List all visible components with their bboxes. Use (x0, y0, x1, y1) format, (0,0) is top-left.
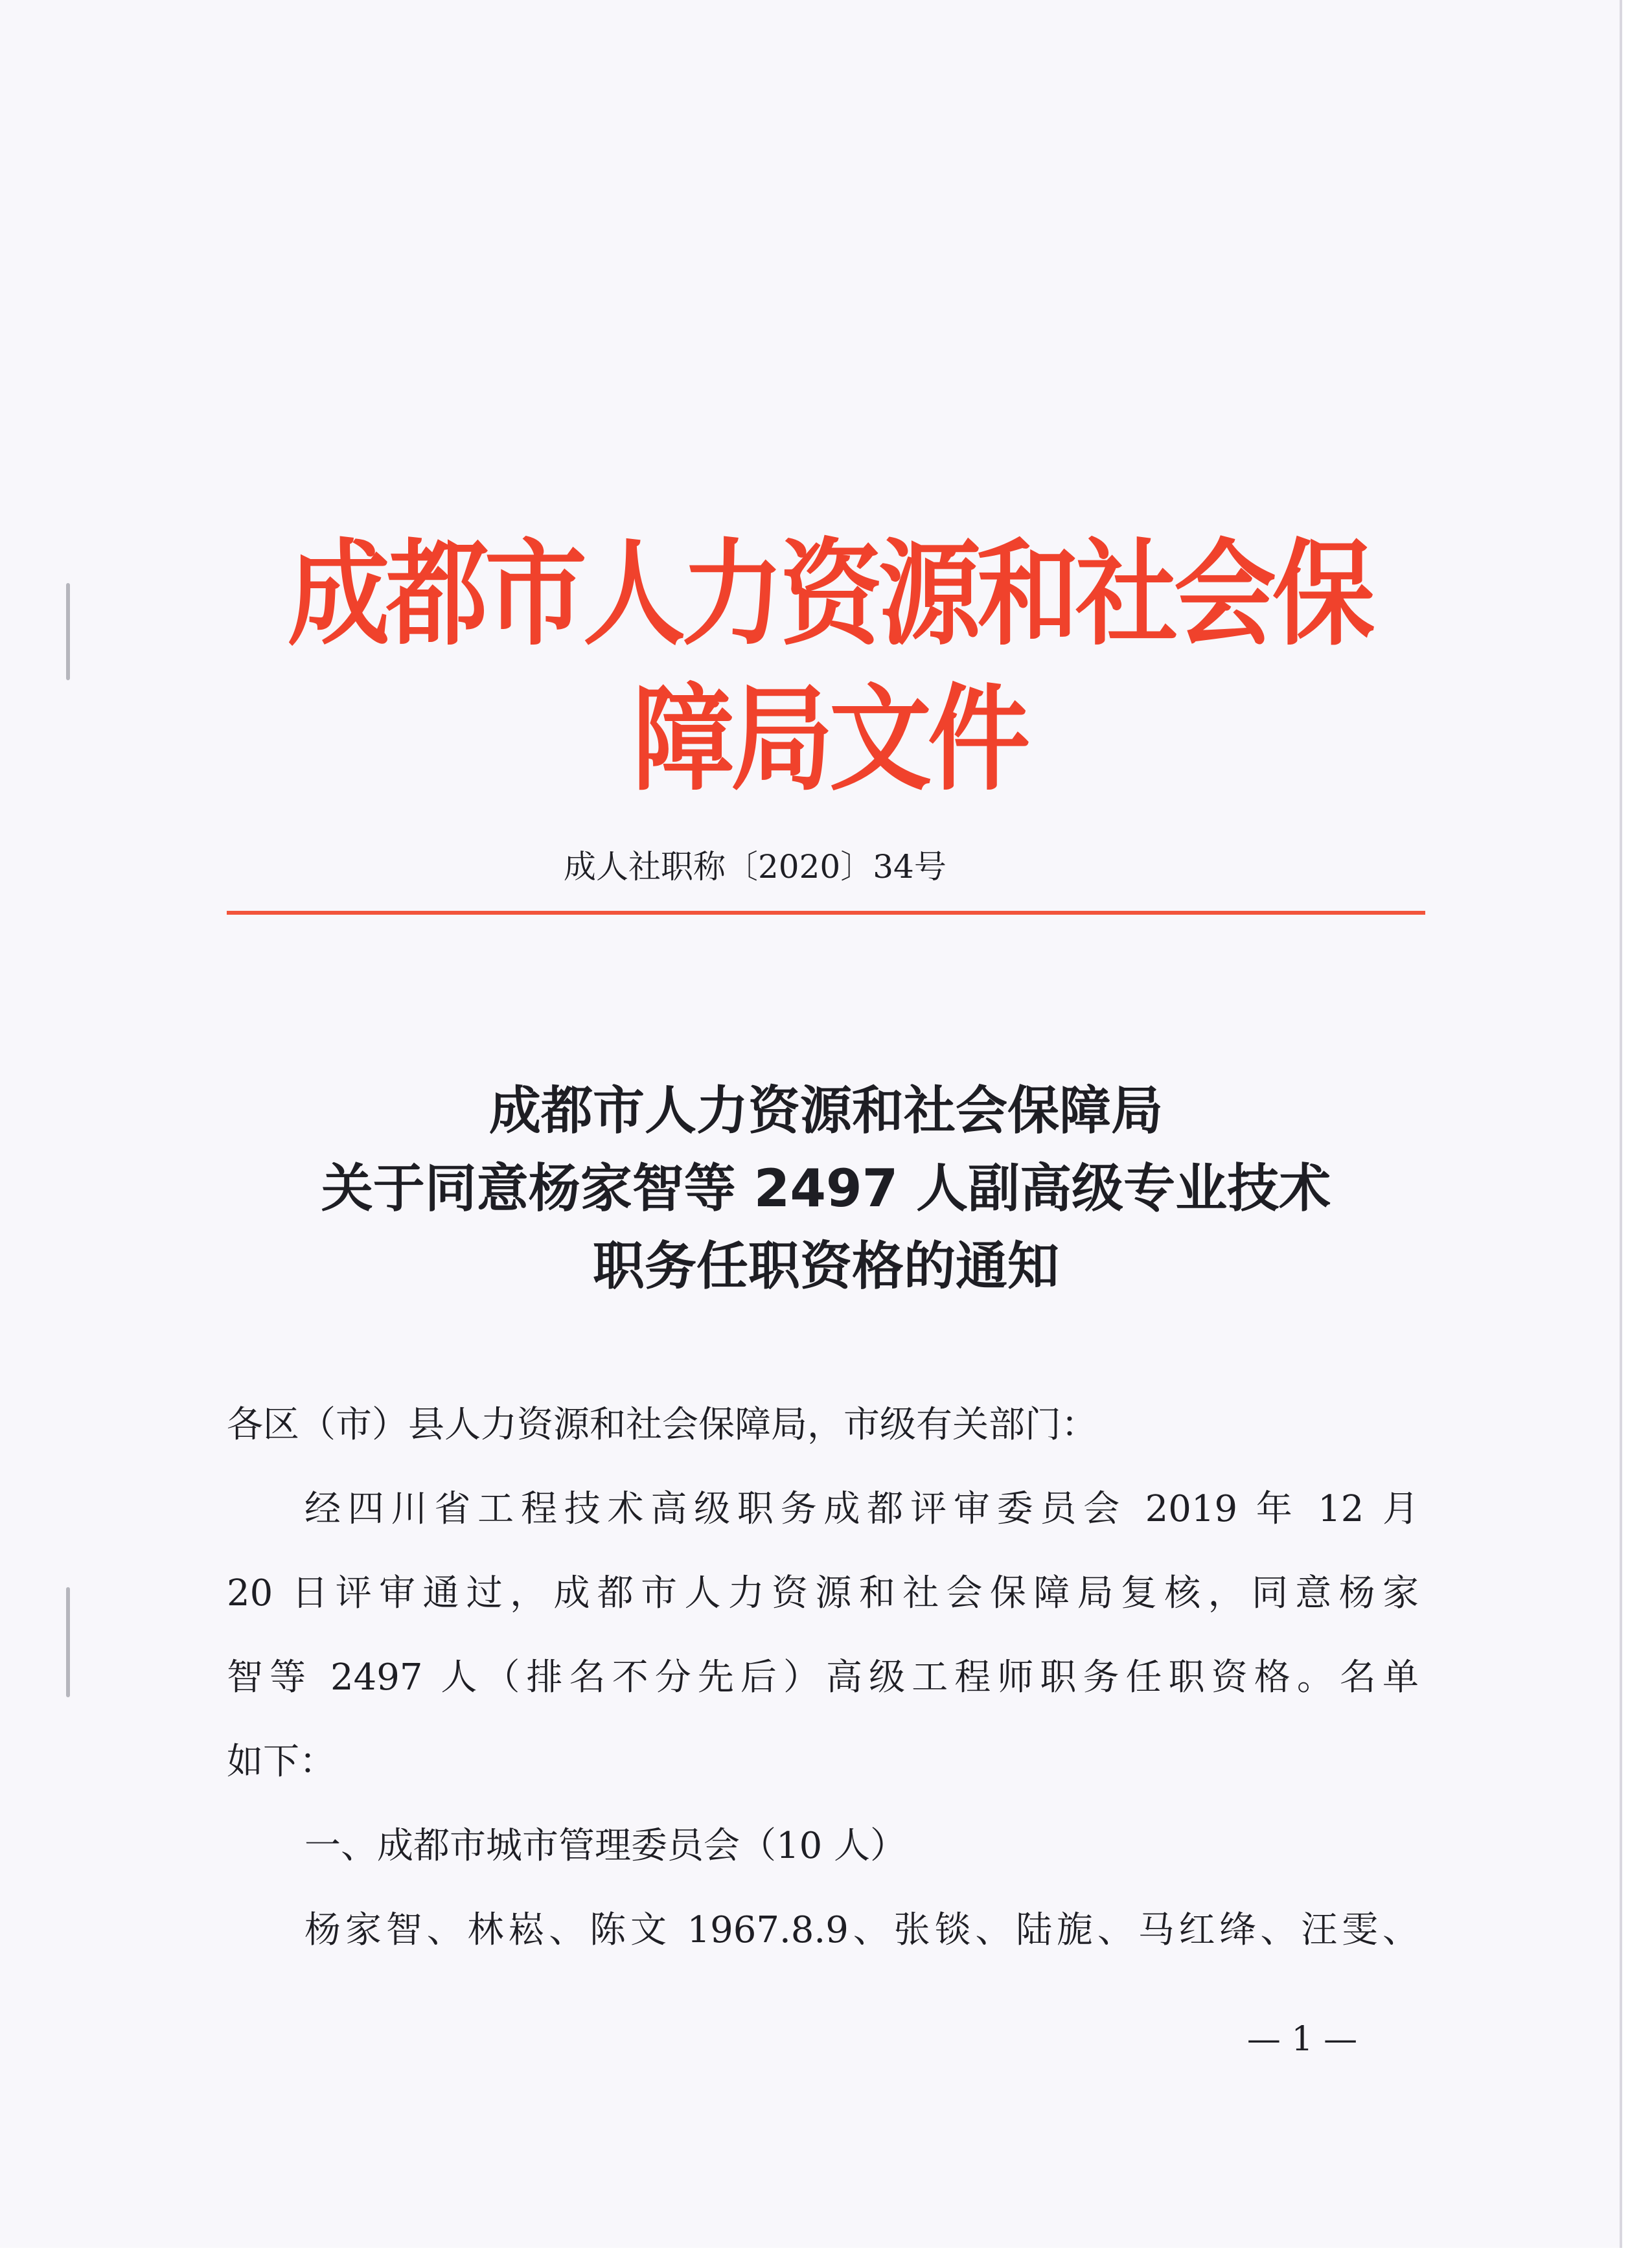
document-number: 成人社职称〔2020〕34号 (564, 848, 946, 886)
title-line-3: 职务任职资格的通知 (593, 1236, 1059, 1296)
names-line: 杨家智、林崧、陈文 1967.8.9、张锬、陆旎、马红绛、汪雯、 (304, 1909, 1419, 1951)
recipients-line: 各区（市）县人力资源和社会保障局，市级有关部门： (227, 1404, 1097, 1446)
red-divider-rule (227, 911, 1425, 915)
binding-mark (66, 1587, 70, 1697)
title-line-2: 关于同意杨家智等 2497 人副高级专业技术 (321, 1158, 1331, 1219)
page-number: — 1 — (1246, 2020, 1358, 2059)
paragraph-line-3: 智等 2497 人（排名不分先后）高级工程师职务任职资格。名单 (227, 1656, 1419, 1699)
title-line-1: 成都市人力资源和社会保障局 (489, 1081, 1163, 1141)
section-heading: 一、成都市城市管理委员会（10 人） (304, 1825, 907, 1867)
page-edge-shadow (1620, 0, 1622, 2248)
binding-mark (66, 583, 70, 680)
masthead: 成都市人力资源和社会保障局文件 (288, 527, 1371, 807)
paragraph-line-1: 经四川省工程技术高级职务成都评审委员会 2019 年 12 月 (304, 1488, 1419, 1530)
paragraph-line-2: 20 日评审通过，成都市人力资源和社会保障局复核，同意杨家 (227, 1572, 1419, 1614)
paragraph-line-4: 如下： (227, 1741, 336, 1783)
